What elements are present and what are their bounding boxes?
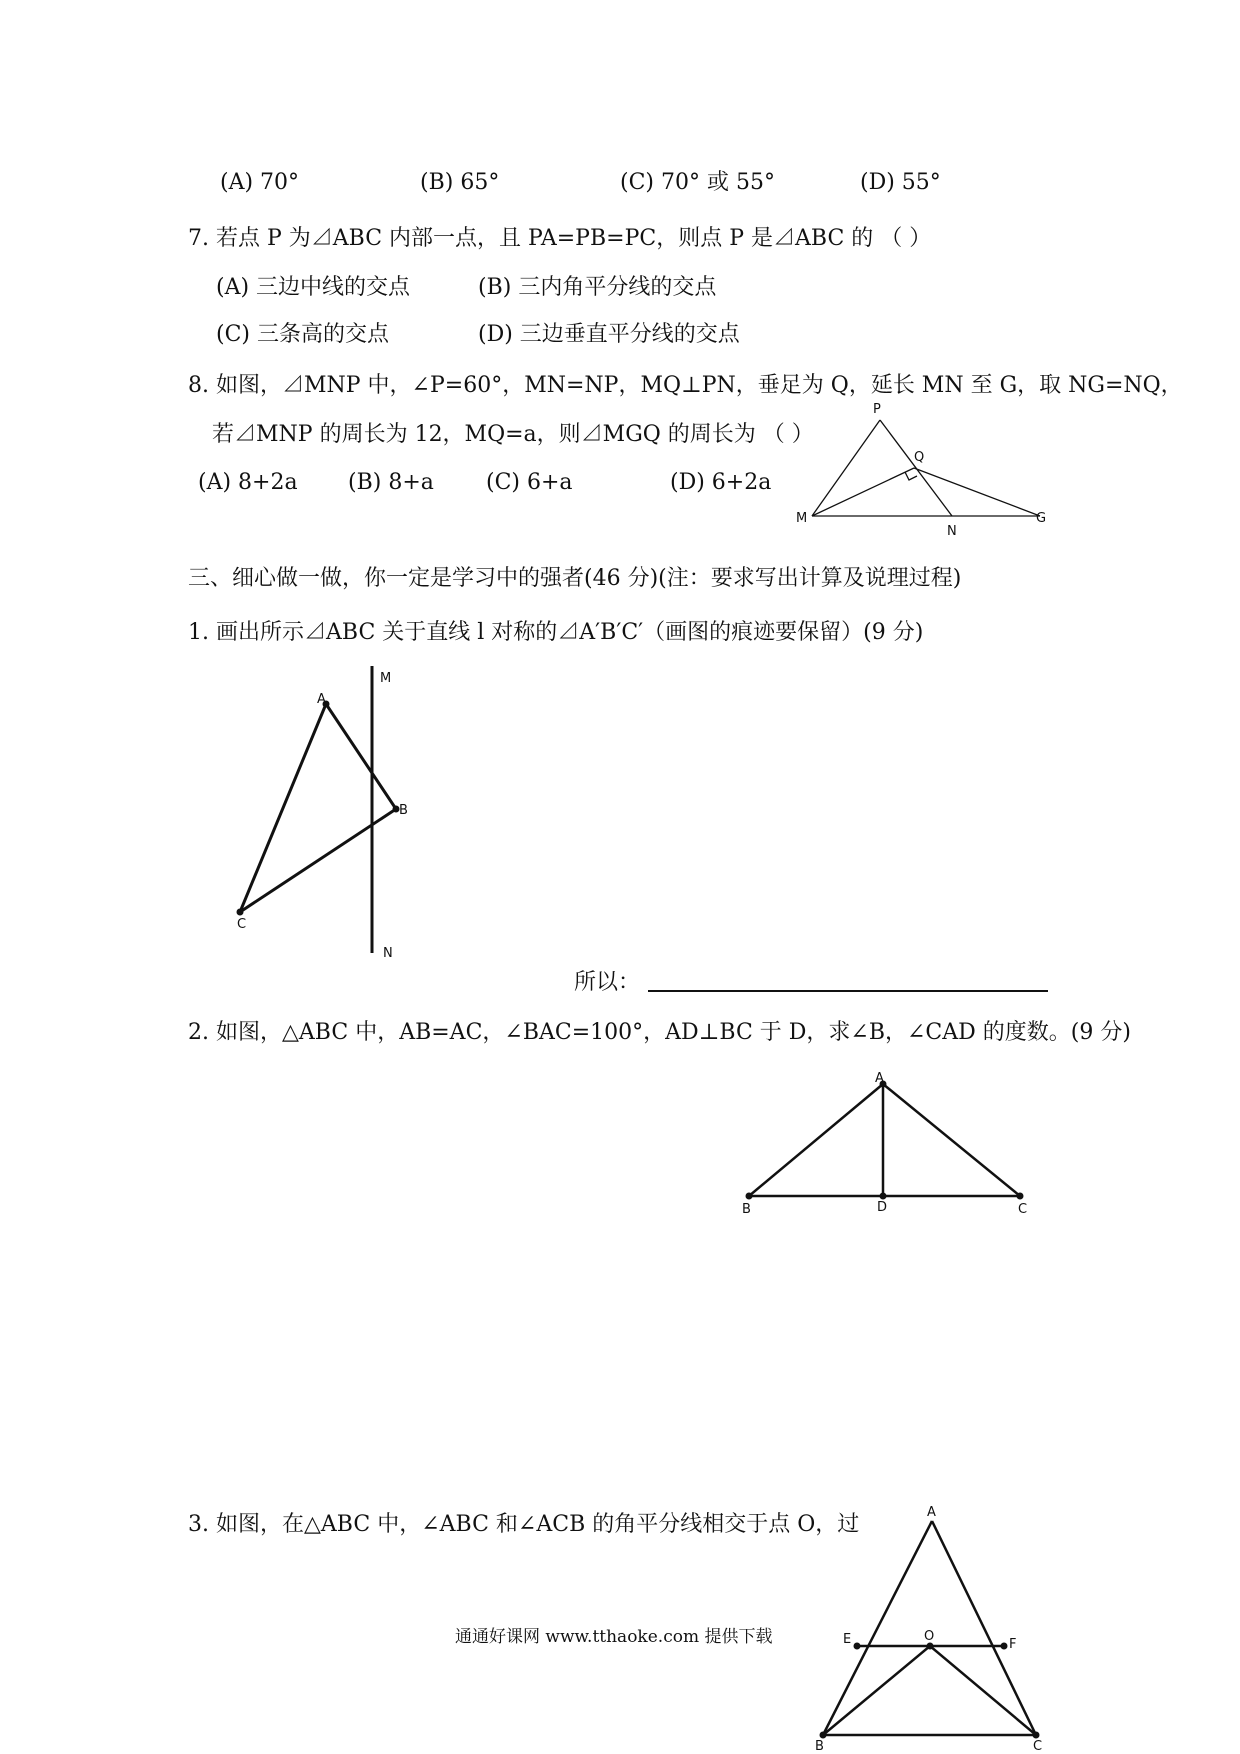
point-c xyxy=(1017,1193,1024,1200)
s3-q2-label-b: B xyxy=(742,1202,751,1217)
q7-stem: 7. 若点 P 为⊿ABC 内部一点，且 PA=PB=PC，则点 P 是⊿ABC 的 （ ） xyxy=(188,226,932,251)
s3-q3-label-e: E xyxy=(843,1632,852,1647)
s3-q1-label-b: B xyxy=(399,803,408,818)
section3-title: 三、细心做一做，你一定是学习中的强者(46 分)(注：要求写出计算及说理过程) xyxy=(188,566,962,591)
s3-q2-label-c: C xyxy=(1018,1202,1028,1217)
q8-segment-mq xyxy=(812,468,914,516)
q6-option-b: (B) 65° xyxy=(420,170,500,195)
s3-q2-label-a: A xyxy=(875,1071,884,1086)
point-d xyxy=(880,1193,887,1200)
q8-segment-mp xyxy=(812,420,880,516)
q8-option-b: (B) 8+a xyxy=(348,470,434,495)
q6-option-c: (C) 70° 或 55° xyxy=(620,170,775,195)
q8-segment-qg xyxy=(914,468,1040,516)
s3-q3-figure xyxy=(823,1521,1036,1735)
side-ab xyxy=(749,1084,883,1196)
s3-q3-text: 3. 如图，在△ABC 中，∠ABC 和∠ACB 的角平分线相交于点 O，过 xyxy=(188,1512,860,1537)
q8-option-d: (D) 6+2a xyxy=(670,470,772,495)
s3-q1-label-c: C xyxy=(237,917,247,932)
side-ac xyxy=(883,1084,1020,1196)
q8-figure xyxy=(812,420,1040,516)
q8-segment-pn xyxy=(880,420,952,516)
q8-label-q: Q xyxy=(914,450,925,465)
s3-q3-label-o: O xyxy=(924,1629,935,1644)
side-ab xyxy=(823,1521,935,1735)
s3-q1-answer-prefix: 所以： xyxy=(574,970,641,995)
segment-bo xyxy=(823,1646,930,1735)
point-e xyxy=(854,1643,861,1650)
q6-option-d: (D) 55° xyxy=(860,170,941,195)
q8-stem-line1: 8. 如图，⊿MNP 中，∠P=60°，MN=NP，MQ⊥PN，垂足为 Q，延长 MN 至 G，取 NG=NQ， xyxy=(188,373,1183,398)
q8-label-p: P xyxy=(873,402,881,417)
q8-label-m: M xyxy=(796,511,808,526)
q7-option-a: (A) 三边中线的交点 xyxy=(216,275,411,300)
s3-q1-label-a: A xyxy=(317,692,326,707)
s3-q3-label-c: C xyxy=(1033,1739,1043,1754)
point-c xyxy=(1033,1732,1040,1739)
point-c xyxy=(237,909,244,916)
q8-label-n: N xyxy=(947,524,957,539)
q7-option-b: (B) 三内角平分线的交点 xyxy=(478,275,717,300)
s3-q1-figure xyxy=(240,666,396,953)
s3-q1-label-m: M xyxy=(380,671,392,686)
point-f xyxy=(1001,1643,1008,1650)
q7-option-d: (D) 三边垂直平分线的交点 xyxy=(478,322,740,347)
point-b xyxy=(820,1732,827,1739)
side-ac xyxy=(932,1521,1036,1735)
q8-stem-line2: 若⊿MNP 的周长为 12，MQ=a，则⊿MGQ 的周长为 （ ） xyxy=(212,422,814,447)
s3-q1-text: 1. 画出所示⊿ABC 关于直线 l 对称的⊿A′B′C′（画图的痕迹要保留）(9 分) xyxy=(188,620,924,645)
q8-label-g: G xyxy=(1036,511,1047,526)
segment-oc xyxy=(930,1646,1036,1735)
side-ca xyxy=(240,704,326,912)
s3-q1-label-n: N xyxy=(383,946,393,961)
s3-q3-label-a: A xyxy=(927,1505,936,1520)
footer-text: 通通好课网 www.tthaoke.com 提供下载 xyxy=(455,1627,773,1647)
q6-option-a: (A) 70° xyxy=(220,170,300,195)
q8-option-c: (C) 6+a xyxy=(486,470,573,495)
point-b xyxy=(746,1193,753,1200)
s3-q2-text: 2. 如图，△ABC 中，AB=AC，∠BAC=100°，AD⊥BC 于 D，求∠B，∠CAD 的度数。(9 分) xyxy=(188,1020,1131,1045)
s3-q2-figure xyxy=(749,1084,1020,1196)
s3-q2-label-d: D xyxy=(877,1200,888,1215)
s3-q3-label-f: F xyxy=(1009,1637,1017,1652)
q8-option-a: (A) 8+2a xyxy=(198,470,298,495)
q8-right-angle-mark xyxy=(905,472,917,480)
s3-q3-label-b: B xyxy=(815,1739,824,1754)
q7-option-c: (C) 三条高的交点 xyxy=(216,322,389,347)
side-ab xyxy=(326,704,396,809)
